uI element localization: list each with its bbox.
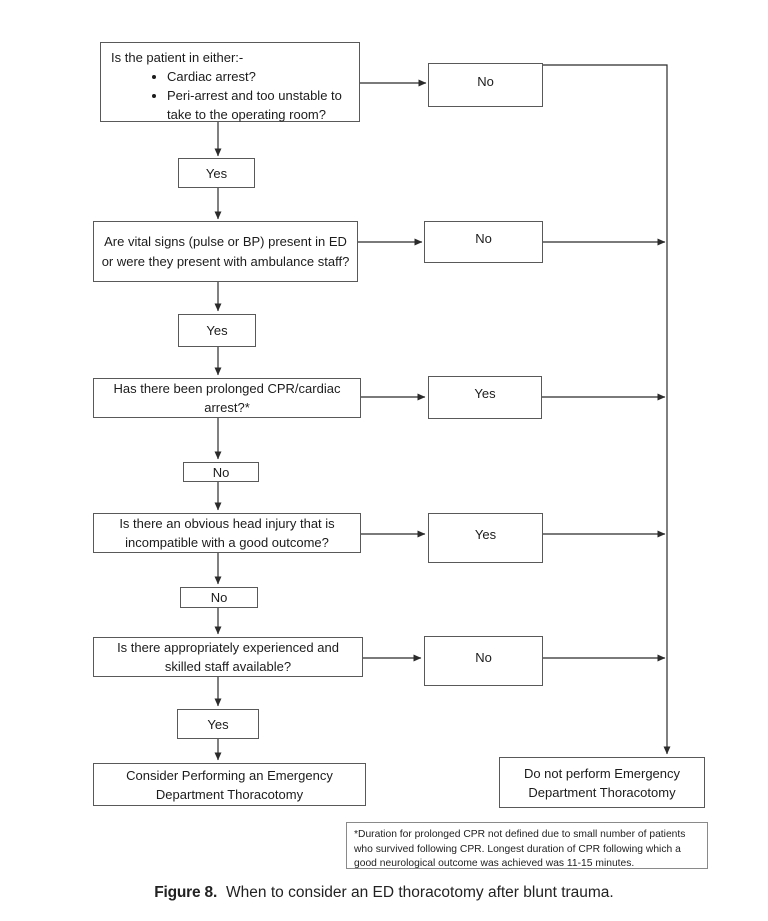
question-intro: Is the patient in either:- [111,50,244,65]
bullet-cardiac-arrest: • Cardiac arrest? [167,67,351,86]
figure-caption-text: When to consider an ED thoracotomy after blunt trauma. [226,884,614,901]
branch-yes-4: Yes [428,513,543,563]
branch-no-5: No [424,636,543,686]
cpr-duration-footnote: *Duration for prolonged CPR not defined due to small number of patients who survived following CPR. Longest duration of CPR following which a good neurological outcome was achieved was 11-15 minutes. [346,822,708,869]
branch-no-2: No [424,221,543,263]
connector-yes-1: Yes [178,158,255,188]
outcome-consider-thoracotomy: Consider Performing an Emergency Department Thoracotomy [93,763,366,806]
outcome-do-not-perform: Do not perform Emergency Department Thoracotomy [499,757,705,808]
question-vital-signs: Are vital signs (pulse or BP) present in ED or were they present with ambulance staff? [93,221,358,282]
branch-no-1: No [428,63,543,107]
connector-no-3: No [183,462,259,482]
connector-no-4: No [180,587,258,608]
question-bullet-list [111,67,351,124]
branch-yes-3: Yes [428,376,542,419]
question-prolonged-cpr: Has there been prolonged CPR/cardiac arrest?* [93,378,361,418]
connector-yes-5: Yes [177,709,259,739]
question-patient-arrest [100,42,360,122]
bullet-peri-arrest: • Peri-arrest and too unstable to take to the operating room? [167,86,351,124]
connector-yes-2: Yes [178,314,256,347]
question-skilled-staff: Is there appropriately experienced and skilled staff available? [93,637,363,677]
figure-caption-label: Figure 8. [154,884,218,901]
question-head-injury: Is there an obvious head injury that is incompatible with a good outcome? [93,513,361,553]
figure-caption [0,884,768,902]
